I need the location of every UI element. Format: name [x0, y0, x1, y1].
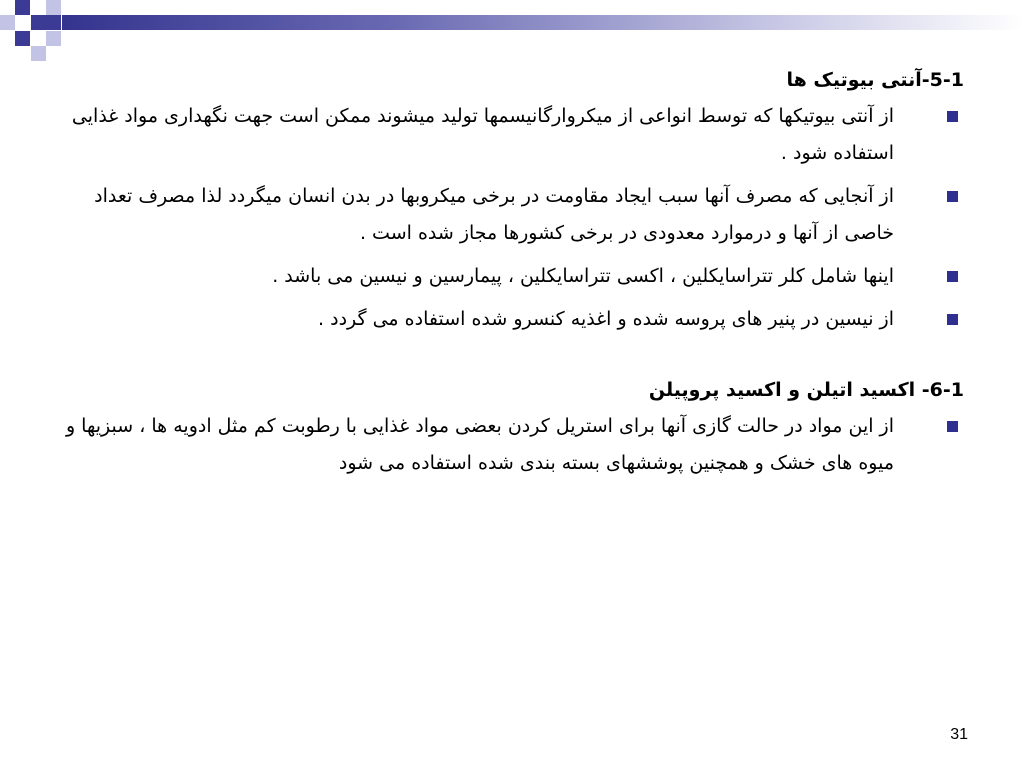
list-item: [60, 408, 964, 482]
section-heading-ethylene-oxide: 6-1- اکسید اتیلن و اکسید پروپیلن: [648, 379, 964, 401]
bullet-text: از آنجایی که مصرف آنها سبب ایجاد مقاومت در برخی میکروبها در بدن انسان میگردد لذا مصرف تعداد خاصی از آنها و درموارد معدودی در برخی کشورها مجاز شده است .: [94, 185, 894, 244]
list-item: [60, 258, 964, 295]
section-heading-antibiotics: 5-1-آنتی بیوتیک ها: [786, 69, 964, 91]
decor-square: [0, 15, 15, 30]
bullet-text: از نیسین در پنیر های پروسه شده و اغذیه کنسرو شده استفاده می گردد .: [318, 308, 894, 330]
decor-square: [46, 15, 61, 30]
decor-square: [46, 0, 61, 15]
decor-square: [46, 31, 61, 46]
page-number: 31: [950, 726, 968, 743]
decor-square: [15, 31, 30, 46]
bullet-text: اینها شامل کلر تتراسایکلین ، اکسی تتراسایکلین ، پیمارسین و نیسین می باشد .: [272, 265, 894, 287]
square-bullet-icon: [947, 111, 958, 122]
decor-square: [31, 46, 46, 61]
list-item: [60, 98, 964, 172]
slide-content: [60, 62, 964, 488]
decor-square: [31, 15, 46, 30]
bullet-list-ethylene-oxide: [60, 408, 964, 482]
square-bullet-icon: [947, 191, 958, 202]
bullet-text: از آنتی بیوتیکها که توسط انواعی از میکروارگانیسمها تولید میشوند ممکن است جهت نگهداری مواد غذایی استفاده شود .: [71, 105, 894, 164]
list-item: [60, 178, 964, 252]
square-bullet-icon: [947, 421, 958, 432]
list-item: [60, 301, 964, 338]
square-bullet-icon: [947, 271, 958, 282]
bullet-list-antibiotics: [60, 98, 964, 338]
header-gradient-bar: [62, 15, 1024, 30]
square-bullet-icon: [947, 314, 958, 325]
decor-square: [15, 0, 30, 15]
header-decoration: [0, 0, 1024, 60]
bullet-text: از این مواد در حالت گازی آنها برای استریل کردن بعضی مواد غذایی با رطوبت کم مثل ادویه ها ، سبزیها و میوه های خشک و همچنین پوششهای بسته بندی شده استفاده می شود: [65, 415, 894, 474]
